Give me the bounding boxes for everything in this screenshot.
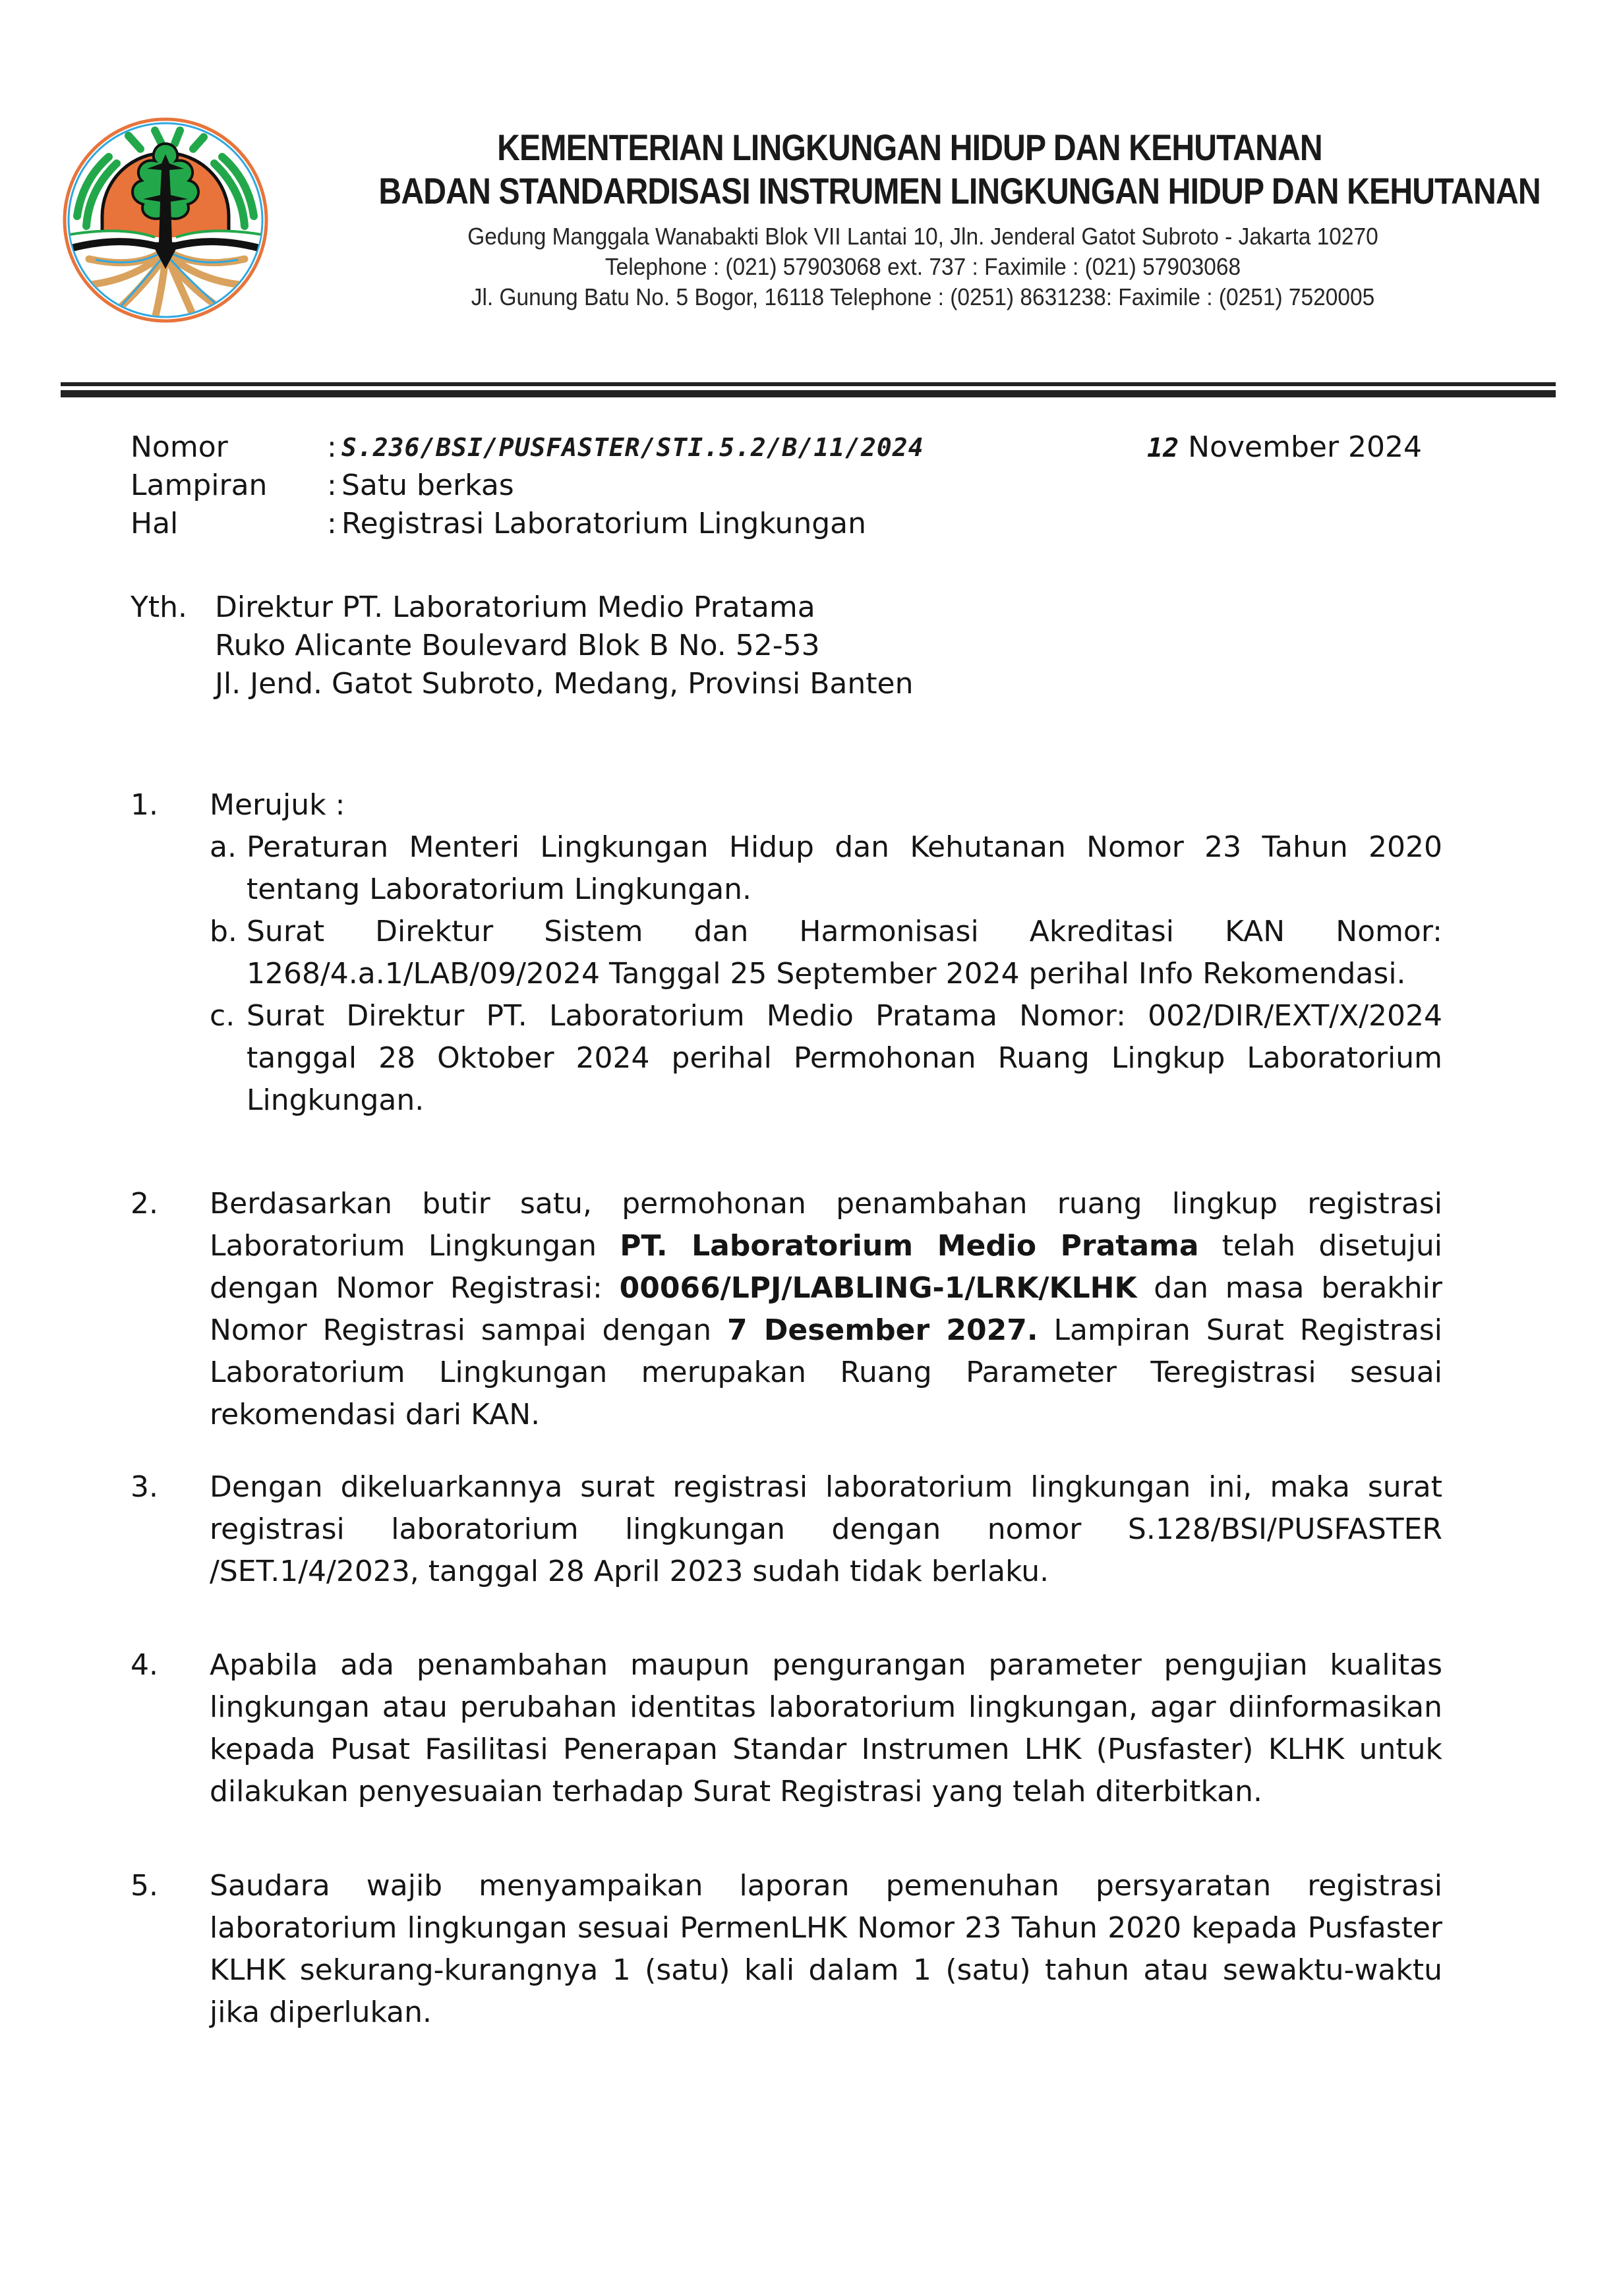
nomor-label: Nomor <box>131 430 228 464</box>
agency-name: BADAN STANDARDISASI INSTRUMEN LINGKUNGAN HIDUP DAN KEHUTANAN <box>378 170 1541 212</box>
point-5-text: Saudara wajib menyampaikan laporan pemenuhan persyaratan registrasi laboratorium lingkungan sesuai PermenLHK Nomor 23 Tahun 2020 kepada Pusfaster KLHK sekurang-kurangnya 1 (satu) kali dalam 1 (satu) tahun atau sewaktu-waktu jika diperlukan. <box>210 1869 1442 2029</box>
point-3 <box>131 1466 1442 1593</box>
point-2-text: Berdasarkan butir satu, permohonan penambahan ruang lingkup registrasi Laboratorium Lingkungan PT. Laboratorium Medio Pratama telah disetujui dengan Nomor Registrasi: 00066/LPJ/LABLING-1/LRK/KLHK dan masa berakhir Nomor Registrasi sampai dengan 7 Desember 2027. Lampiran Surat Registrasi Laboratorium Lingkungan merupakan Ruang Parameter Teregistrasi sesuai rekomendasi dari KAN. <box>210 1187 1442 1431</box>
address-line-1: Gedung Manggala Wanabakti Blok VII Lantai 10, Jln. Jenderal Gatot Subroto - Jakarta 10270 <box>467 223 1378 250</box>
point-3-text: Dengan dikeluarkannya surat registrasi laboratorium lingkungan ini, maka surat registrasi laboratorium lingkungan dengan nomor S.128/BSI/PUSFASTER /SET.1/4/2023, tanggal 28 April 2023 sudah tidak berlaku. <box>210 1470 1442 1588</box>
hal-value: Registrasi Laboratorium Lingkungan <box>341 507 867 540</box>
letter-date <box>1147 428 1422 467</box>
reference-b: b. Surat Direktur Sistem dan Harmonisasi Akreditasi KAN Nomor: 1268/4.a.1/LAB/09/2024 Tanggal 25 September 2024 perihal Info Rekomendasi. <box>210 915 1442 990</box>
nomor-row: Nomor : S.236/BSI/PUSFASTER/STI.5.2/B/11/2024 <box>131 428 924 467</box>
addressee-prefix: Yth. <box>131 590 188 624</box>
addressee-block <box>131 588 913 703</box>
point-number: 3. <box>131 1470 158 1504</box>
address-line-2: Telephone : (021) 57903068 ext. 737 : Faximile : (021) 57903068 <box>604 253 1241 280</box>
addressee-line-2: Ruko Alicante Boulevard Blok B No. 52-53 <box>215 629 820 662</box>
point-4-text: Apabila ada penambahan maupun pengurangan parameter pengujian kualitas lingkungan atau perubahan identitas laboratorium lingkungan, agar diinformasikan kepada Pusat Fasilitasi Penerapan Standar Instrumen LHK (Pusfaster) KLHK untuk dilakukan penyesuaian terhadap Surat Registrasi yang telah diterbitkan. <box>210 1648 1442 1808</box>
address-line-3: Jl. Gunung Batu No. 5 Bogor, 16118 Telephone : (0251) 8631238: Faximile : (0251) 7520005 <box>471 283 1375 310</box>
reference-a: a. Peraturan Menteri Lingkungan Hidup dan Kehutanan Nomor 23 Tahun 2020 tentang Laboratorium Lingkungan. <box>210 830 1442 906</box>
letterhead <box>290 124 1556 312</box>
point-number: 1. <box>131 788 158 822</box>
lampiran-value: Satu berkas <box>341 469 514 502</box>
lab-name: PT. Laboratorium Medio Pratama <box>620 1229 1199 1263</box>
point-1-intro: Merujuk : <box>210 788 345 822</box>
addressee-line-3: Jl. Jend. Gatot Subroto, Medang, Provinsi Banten <box>215 667 914 701</box>
ministry-logo-icon <box>63 117 268 323</box>
point-4 <box>131 1644 1442 1813</box>
registration-number: 00066/LPJ/LABLING-1/LRK/KLHK <box>619 1271 1137 1305</box>
point-number: 4. <box>131 1648 158 1682</box>
point-5 <box>131 1865 1442 2034</box>
addressee-line-1: Direktur PT. Laboratorium Medio Pratama <box>215 590 815 624</box>
nomor-value: S.236/BSI/PUSFASTER/STI.5.2/B/11/2024 <box>341 433 924 462</box>
letterhead-divider-thin <box>61 382 1556 386</box>
point-2 <box>131 1183 1442 1436</box>
point-number: 2. <box>131 1187 158 1220</box>
letter-meta <box>131 428 924 543</box>
hal-label: Hal <box>131 507 179 540</box>
hal-row: Hal : Registrasi Laboratorium Lingkungan <box>131 505 924 543</box>
point-1 <box>131 784 1442 1122</box>
ministry-name: KEMENTERIAN LINGKUNGAN HIDUP DAN KEHUTANAN <box>497 127 1322 168</box>
reference-c: c. Surat Direktur PT. Laboratorium Medio Pratama Nomor: 002/DIR/EXT/X/2024 tanggal 28 Oktober 2024 perihal Permohonan Ruang Lingkup Laboratorium Lingkungan. <box>210 999 1442 1117</box>
point-number: 5. <box>131 1869 158 1903</box>
expiry-date: 7 Desember 2027. <box>727 1313 1038 1347</box>
lampiran-label: Lampiran <box>131 469 268 502</box>
date-day: 12 <box>1147 433 1179 463</box>
date-month-year: November 2024 <box>1188 430 1423 464</box>
lampiran-row: Lampiran : Satu berkas <box>131 467 924 505</box>
letterhead-divider-thick <box>61 390 1556 397</box>
